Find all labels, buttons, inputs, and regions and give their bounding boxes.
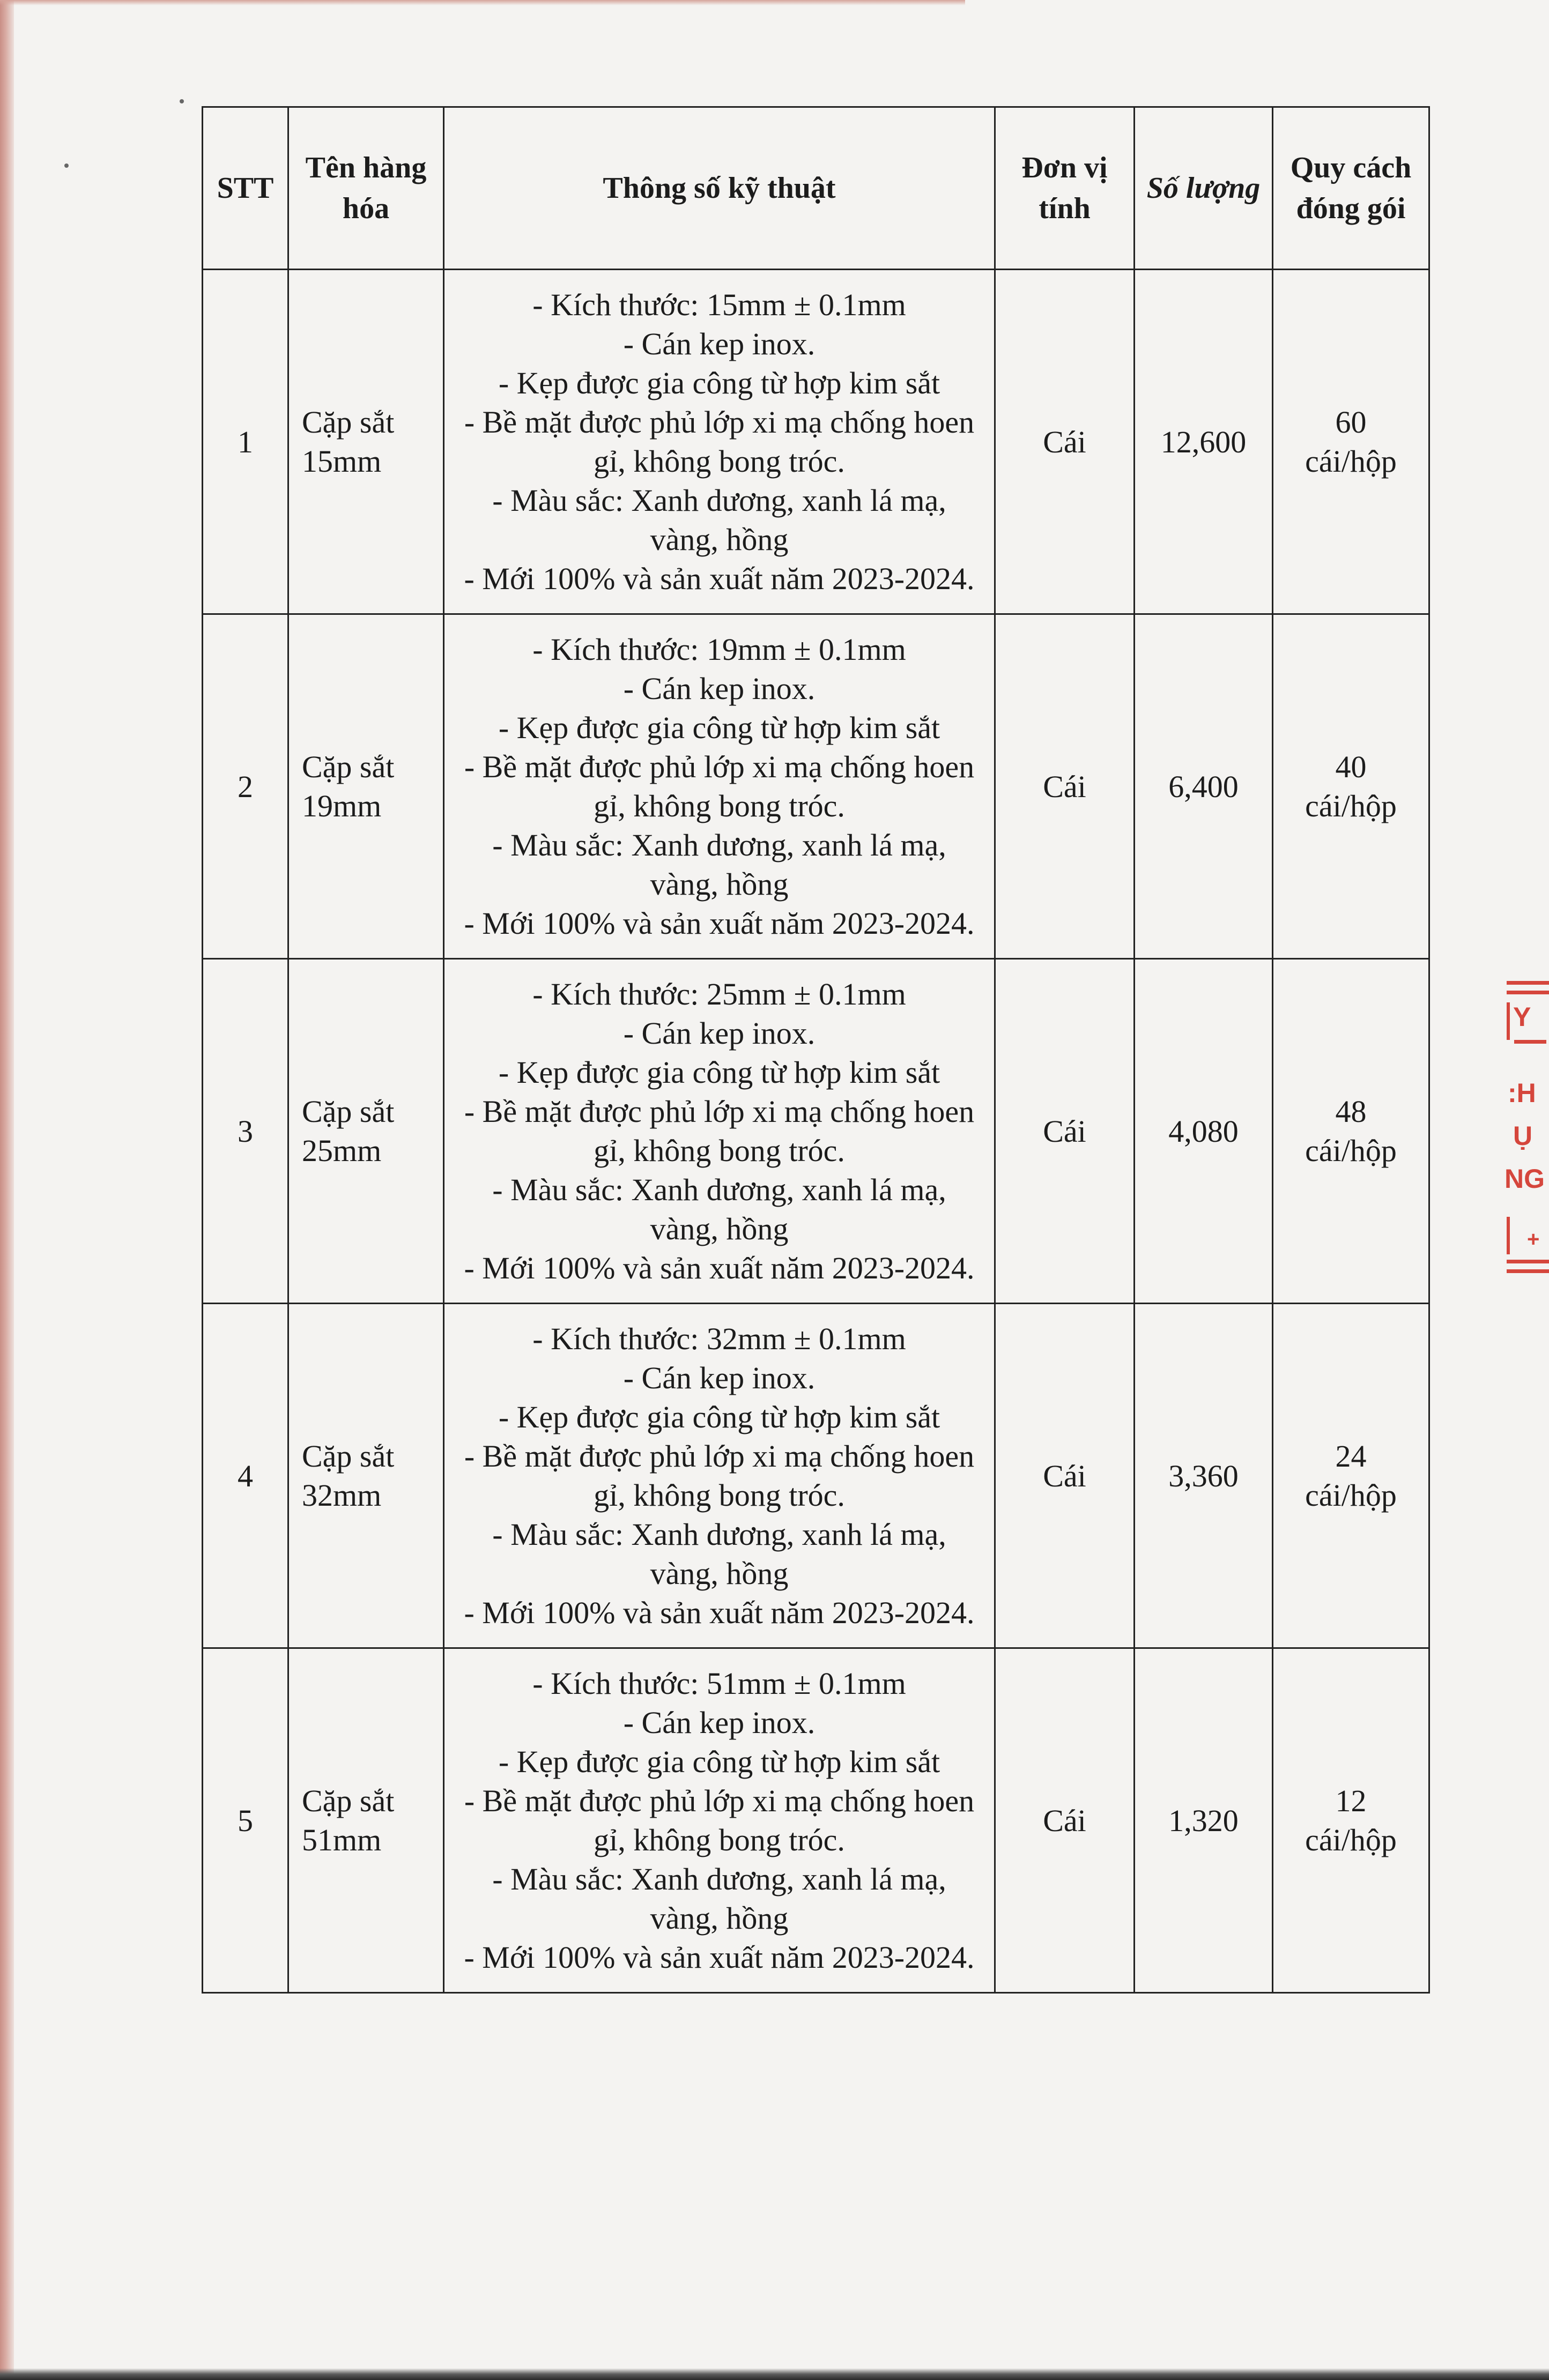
cell-packing xyxy=(1273,270,1429,614)
page-top-edge xyxy=(0,0,965,5)
scan-speck xyxy=(180,99,184,103)
spec-line: - Màu sắc: Xanh dương, xanh lá mạ, xyxy=(492,1172,946,1207)
spec-line: - Màu sắc: Xanh dương, xanh lá mạ, xyxy=(492,1862,946,1896)
cell-unit xyxy=(995,1304,1135,1648)
spec-line: - Mới 100% và sản xuất năm 2023-2024. xyxy=(464,1595,975,1630)
scan-speck xyxy=(64,163,69,168)
table-row xyxy=(203,270,1429,614)
stamp-border-line xyxy=(1507,991,1549,994)
cell-packing xyxy=(1273,614,1429,959)
spec-line: - Kẹp được gia công từ hợp kim sắt xyxy=(498,1055,940,1090)
page-bottom-edge xyxy=(0,2368,1549,2380)
spec-line: - Cán kep inox. xyxy=(623,326,816,361)
cell-packing xyxy=(1273,959,1429,1304)
qty-text: 12,600 xyxy=(1160,424,1247,459)
unit-text: Cái xyxy=(1043,1113,1086,1149)
spec-line: - Kẹp được gia công từ hợp kim sắt xyxy=(498,710,940,745)
pack-line-1: 60 xyxy=(1335,405,1367,440)
cell-packing xyxy=(1273,1304,1429,1648)
stamp-glyph: Ụ xyxy=(1513,1121,1533,1151)
spec-line: - Kích thước: 25mm ± 0.1mm xyxy=(532,977,906,1011)
spec-line: vàng, hồng xyxy=(650,1901,789,1936)
name-line-2: 15mm xyxy=(302,444,382,479)
table-row xyxy=(203,614,1429,959)
unit-text: Cái xyxy=(1043,769,1086,804)
spec-line: vàng, hồng xyxy=(650,1211,789,1246)
cell-name xyxy=(288,270,444,614)
header-stt: STT xyxy=(203,107,288,270)
spec-line: - Kích thước: 32mm ± 0.1mm xyxy=(532,1321,906,1356)
cell-name xyxy=(288,614,444,959)
cell-unit xyxy=(995,1648,1135,1993)
spec-line: vàng, hồng xyxy=(650,522,789,557)
spec-line: - Bề mặt được phủ lớp xi mạ chống hoen xyxy=(464,749,975,784)
table-row xyxy=(203,1304,1429,1648)
stt-text: 2 xyxy=(238,769,253,804)
header-specs: Thông số kỹ thuật xyxy=(444,107,995,270)
spec-line: - Màu sắc: Xanh dương, xanh lá mạ, xyxy=(492,483,946,518)
spec-line: - Màu sắc: Xanh dương, xanh lá mạ, xyxy=(492,828,946,862)
qty-text: 1,320 xyxy=(1168,1803,1239,1838)
cell-specs xyxy=(444,614,995,959)
stt-text: 3 xyxy=(238,1113,253,1149)
cell-specs xyxy=(444,270,995,614)
pack-line-1: 40 xyxy=(1335,749,1367,784)
unit-text: Cái xyxy=(1043,1458,1086,1493)
stamp-glyph: NG xyxy=(1504,1164,1545,1194)
spec-line: gỉ, không bong tróc. xyxy=(594,444,845,479)
pack-line-2: cái/hộp xyxy=(1305,789,1397,823)
goods-spec-table xyxy=(202,106,1430,1994)
name-line-1: Cặp sắt xyxy=(302,1094,395,1129)
stamp-glyph: + xyxy=(1527,1228,1540,1251)
cell-stt xyxy=(203,959,288,1304)
pack-line-2: cái/hộp xyxy=(1305,1478,1397,1513)
name-line-1: Cặp sắt xyxy=(302,1439,395,1474)
pack-line-2: cái/hộp xyxy=(1305,444,1397,479)
qty-text: 6,400 xyxy=(1168,769,1239,804)
cell-qty xyxy=(1135,959,1273,1304)
pack-line-1: 12 xyxy=(1335,1783,1367,1818)
cell-packing xyxy=(1273,1648,1429,1993)
cell-qty xyxy=(1135,270,1273,614)
qty-text: 3,360 xyxy=(1168,1458,1239,1493)
name-line-2: 25mm xyxy=(302,1133,382,1168)
stamp-border-line xyxy=(1507,1217,1510,1254)
cell-qty xyxy=(1135,1648,1273,1993)
unit-text: Cái xyxy=(1043,424,1086,459)
pack-line-2: cái/hộp xyxy=(1305,1133,1397,1168)
spec-line: - Cán kep inox. xyxy=(623,1705,816,1740)
spec-line: - Kích thước: 15mm ± 0.1mm xyxy=(532,287,906,322)
spec-line: - Kích thước: 51mm ± 0.1mm xyxy=(532,1666,906,1701)
spec-line: vàng, hồng xyxy=(650,1556,789,1591)
unit-text: Cái xyxy=(1043,1803,1086,1838)
stt-text: 4 xyxy=(238,1458,253,1493)
stt-text: 5 xyxy=(238,1803,253,1838)
spec-line: vàng, hồng xyxy=(650,867,789,902)
stamp-border-line xyxy=(1507,1269,1549,1273)
cell-stt xyxy=(203,1304,288,1648)
spec-line: - Mới 100% và sản xuất năm 2023-2024. xyxy=(464,1251,975,1285)
cell-name xyxy=(288,1304,444,1648)
cell-qty xyxy=(1135,1304,1273,1648)
cell-name xyxy=(288,959,444,1304)
stamp-glyph: :H xyxy=(1508,1078,1536,1108)
qty-text: 4,080 xyxy=(1168,1113,1239,1149)
spec-line: - Màu sắc: Xanh dương, xanh lá mạ, xyxy=(492,1517,946,1552)
name-line-2: 19mm xyxy=(302,789,382,823)
spec-line: - Bề mặt được phủ lớp xi mạ chống hoen xyxy=(464,1094,975,1129)
name-line-2: 51mm xyxy=(302,1823,382,1857)
spec-line: - Kích thước: 19mm ± 0.1mm xyxy=(532,632,906,667)
spec-line: gỉ, không bong tróc. xyxy=(594,1133,845,1168)
spec-line: - Bề mặt được phủ lớp xi mạ chống hoen xyxy=(464,1783,975,1818)
stamp-border-line xyxy=(1507,1260,1549,1263)
name-line-1: Cặp sắt xyxy=(302,405,395,440)
table-row xyxy=(203,1648,1429,1993)
spec-line: - Cán kep inox. xyxy=(623,1360,816,1395)
cell-unit xyxy=(995,959,1135,1304)
name-line-1: Cặp sắt xyxy=(302,749,395,784)
spec-line: - Bề mặt được phủ lớp xi mạ chống hoen xyxy=(464,405,975,440)
stt-text: 1 xyxy=(238,424,253,459)
spec-line: gỉ, không bong tróc. xyxy=(594,789,845,823)
cell-stt xyxy=(203,1648,288,1993)
spec-line: - Kẹp được gia công từ hợp kim sắt xyxy=(498,1744,940,1779)
pack-line-2: cái/hộp xyxy=(1305,1823,1397,1857)
cell-name xyxy=(288,1648,444,1993)
cell-specs xyxy=(444,1304,995,1648)
stamp-glyph: Y xyxy=(1513,1002,1531,1032)
header-qty: Số lượng xyxy=(1135,107,1273,270)
spec-line: gỉ, không bong tróc. xyxy=(594,1478,845,1513)
spec-line: - Bề mặt được phủ lớp xi mạ chống hoen xyxy=(464,1439,975,1474)
pack-line-1: 48 xyxy=(1335,1094,1367,1129)
cell-unit xyxy=(995,614,1135,959)
spec-line: - Mới 100% và sản xuất năm 2023-2024. xyxy=(464,1940,975,1975)
spec-line: - Mới 100% và sản xuất năm 2023-2024. xyxy=(464,906,975,941)
stamp-border-line xyxy=(1507,1002,1510,1040)
cell-unit xyxy=(995,270,1135,614)
name-line-2: 32mm xyxy=(302,1478,382,1513)
table-row xyxy=(203,959,1429,1304)
spec-line: gỉ, không bong tróc. xyxy=(594,1823,845,1857)
header-unit: Đơn vị tính xyxy=(995,107,1135,270)
cell-qty xyxy=(1135,614,1273,959)
spec-line: - Kẹp được gia công từ hợp kim sắt xyxy=(498,1400,940,1434)
page-left-edge xyxy=(0,0,14,2380)
spec-line: - Kẹp được gia công từ hợp kim sắt xyxy=(498,366,940,400)
cell-stt xyxy=(203,614,288,959)
cell-stt xyxy=(203,270,288,614)
cell-specs xyxy=(444,959,995,1304)
pack-line-1: 24 xyxy=(1335,1439,1367,1474)
table-header-row xyxy=(203,107,1429,270)
spec-line: - Cán kep inox. xyxy=(623,1016,816,1051)
name-line-1: Cặp sắt xyxy=(302,1783,395,1818)
stamp-border-line xyxy=(1507,981,1549,985)
spec-line: - Cán kep inox. xyxy=(623,671,816,706)
red-stamp-fragment xyxy=(1501,981,1549,1292)
header-packing: Quy cách đóng gói xyxy=(1273,107,1429,270)
stamp-border-line xyxy=(1514,1040,1546,1044)
spec-line: - Mới 100% và sản xuất năm 2023-2024. xyxy=(464,561,975,596)
cell-specs xyxy=(444,1648,995,1993)
header-name: Tên hàng hóa xyxy=(288,107,444,270)
